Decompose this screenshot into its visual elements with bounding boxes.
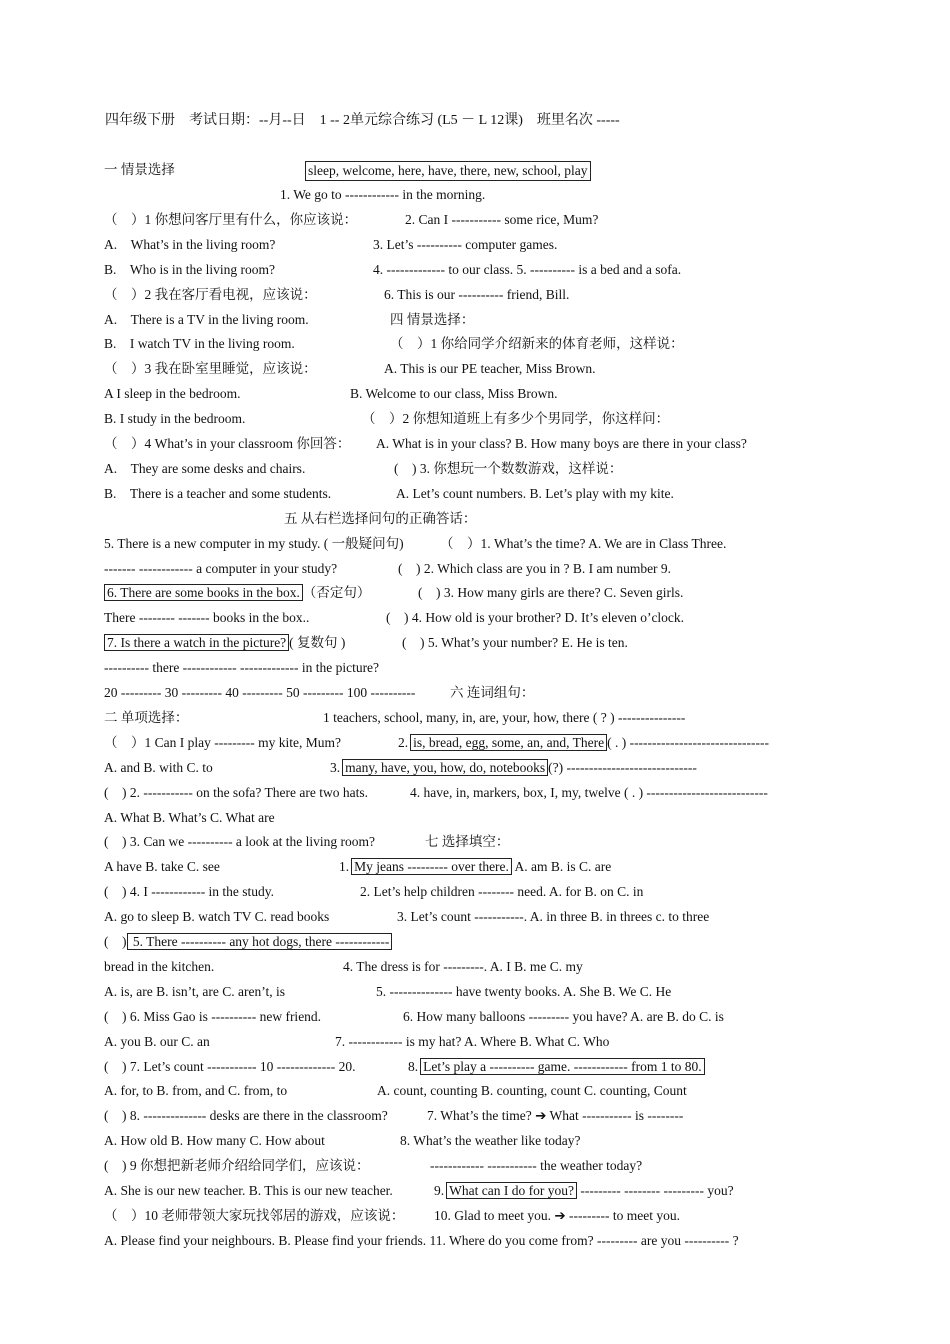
- question-text: A. What is in your class? B. How many boys are there in your class?: [376, 436, 747, 451]
- question-text: ( ) 2. ----------- on the sofa? There are two hats.: [104, 784, 369, 800]
- question-line-left: [104, 385, 240, 403]
- question-line-right: [397, 908, 709, 926]
- question-text-extra: （否定句）: [302, 585, 371, 601]
- question-line-right: [280, 186, 485, 204]
- question-text: ( ) 5. What’s your number? E. He is ten.: [402, 635, 628, 651]
- question-line-right: [330, 759, 697, 777]
- question-text: 七 选择填空：: [425, 834, 510, 850]
- question-text: A. is, are B. isn’t, are C. aren’t, is: [104, 983, 285, 999]
- question-line-left: [104, 1157, 370, 1175]
- question-text: 4. The dress is for ---------. A. I B. me C. my: [343, 958, 583, 974]
- question-line-right: [403, 1008, 724, 1026]
- word-bank-box: sleep, welcome, here, have, there, new, school, play: [305, 161, 591, 181]
- question-line-left: [104, 709, 188, 727]
- question-line-right: [360, 883, 643, 901]
- question-line-right: [425, 833, 509, 851]
- question-text: 5. There is a new computer in my study. ( 一般疑问句): [104, 535, 404, 551]
- question-text: 3. Let’s count -----------. A. in three B. in threes c. to three: [397, 909, 710, 925]
- question-line-left: [104, 1182, 393, 1200]
- question-line-left: [104, 684, 415, 702]
- question-text: ------- ------------ a computer in your study?: [104, 560, 338, 576]
- question-text: （ ）2 你想知道班上有多少个男同学，你这样问：: [362, 411, 670, 427]
- question-line-right: [343, 958, 583, 976]
- question-text: A. Please find your neighbours. B. Please find your friends. 11. Where do you come from? --------- are you ---------- ?: [104, 1232, 739, 1248]
- question-line-left: [104, 211, 357, 229]
- question-line-left: [104, 335, 295, 353]
- question-text-tail: A. am B. is C. are: [511, 859, 612, 875]
- question-text: 4. ------------- to our class. 5. ---------- is a bed and a sofa.: [373, 261, 682, 277]
- question-line-right: [390, 311, 474, 329]
- question-line-right: [373, 236, 557, 254]
- question-line-right: [408, 1058, 705, 1076]
- question-line-right: [362, 410, 669, 428]
- question-line-left: [104, 759, 213, 777]
- question-text: B. Who is in the living room?: [104, 261, 275, 277]
- question-text: 1 teachers, school, many, in, are, your, how, there ( ? ) ---------------: [323, 709, 686, 725]
- question-line-left: [104, 983, 285, 1001]
- question-line-right: [350, 385, 558, 403]
- question-line-right: [396, 485, 674, 503]
- question-line-left: [104, 1008, 321, 1026]
- question-line-left: [104, 584, 370, 602]
- question-text: ( ) 6. Miss Gao is ---------- new friend.: [104, 1008, 322, 1024]
- question-text: ( ) 3. How many girls are there? C. Seven girls.: [418, 585, 684, 601]
- question-line-left: [104, 1207, 404, 1225]
- question-text: 2. Can I ----------- some rice, Mum?: [405, 211, 599, 227]
- question-text: ( ) 4. How old is your brother? D. It’s eleven o’clock.: [386, 610, 685, 626]
- question-text: （ ）4 What’s in your classroom 你回答：: [104, 436, 351, 451]
- question-line-left: [104, 460, 305, 478]
- question-line-left: [104, 560, 337, 578]
- boxed-prompt: many, have, you, how, do, notebooks: [342, 759, 548, 776]
- question-text: 7. Is there a watch in the picture?: [104, 634, 289, 651]
- question-line-left: [104, 485, 331, 503]
- question-line-right: [398, 734, 769, 752]
- question-line-left: [104, 908, 329, 926]
- question-line-left: [104, 1033, 210, 1051]
- question-line-right: [430, 1157, 642, 1175]
- question-line-right: [405, 211, 598, 229]
- question-text: A have B. take C. see: [104, 859, 220, 875]
- question-line-right: [400, 1132, 580, 1150]
- question-line-right: [410, 784, 768, 802]
- question-text-extra: 5. There ---------- any hot dogs, there ------------: [127, 933, 393, 950]
- question-text: A. go to sleep B. watch TV C. read books: [104, 909, 330, 925]
- question-line-right: [335, 1033, 609, 1051]
- question-text: 7. ------------ is my hat? A. Where B. What C. Who: [335, 1033, 610, 1049]
- question-text: 8. What’s the weather like today?: [400, 1133, 581, 1149]
- question-text: There -------- ------- books in the box..: [104, 610, 310, 626]
- question-text: 四 情景选择：: [390, 311, 475, 327]
- question-text: A. She is our new teacher. B. This is our new teacher.: [104, 1183, 393, 1198]
- question-line-left: [104, 833, 375, 851]
- boxed-prompt: What can I do for you?: [446, 1182, 577, 1199]
- question-text: 6. This is our ---------- friend, Bill.: [384, 286, 570, 302]
- question-text: （ ）1 你想问客厅里有什么，你应该说：: [104, 211, 358, 227]
- question-text: B. Welcome to our class, Miss Brown.: [350, 386, 558, 402]
- question-line-left: [104, 435, 350, 453]
- question-line-left: [104, 286, 317, 304]
- question-text: 6. There are some books in the box.: [104, 584, 303, 601]
- question-line-left: [104, 1232, 739, 1250]
- question-text: 1. We go to ------------ in the morning.: [280, 187, 486, 202]
- question-line-right: [384, 286, 569, 304]
- question-line-right: [339, 858, 611, 876]
- question-line-left: [104, 261, 275, 279]
- question-text: A. Let’s count numbers. B. Let’s play with my kite.: [396, 485, 674, 501]
- question-line-right: [376, 435, 747, 453]
- question-text: A. for, to B. from, and C. from, to: [104, 1083, 288, 1099]
- question-text: A. you B. our C. an: [104, 1033, 210, 1049]
- question-line-right: [440, 535, 726, 553]
- question-line-left: [104, 311, 309, 329]
- question-text: B. There is a teacher and some students.: [104, 485, 332, 501]
- question-text: 1.: [339, 859, 350, 875]
- question-line-left: [104, 535, 404, 553]
- question-text: ( ): [104, 934, 127, 949]
- question-line-right: [434, 1207, 680, 1225]
- question-line-left: [104, 933, 392, 951]
- question-line-right: [450, 684, 534, 702]
- boxed-prompt: is, bread, egg, some, an, and, There: [410, 734, 607, 751]
- question-text: ( ) 2. Which class are you in ? B. I am number 9.: [398, 560, 672, 576]
- question-line-right: [434, 1182, 734, 1200]
- question-text: 五 从右栏选择问句的正确答话：: [284, 510, 477, 526]
- question-line-left: [104, 734, 341, 752]
- question-text: 7. What’s the time? ➔ What ----------- is --------: [427, 1108, 684, 1124]
- question-line-left: [104, 236, 275, 254]
- question-line-left: [104, 609, 309, 627]
- question-line-left: [104, 958, 214, 976]
- header-line: 四年级下册 考试日期：--月--日 1 -- 2单元综合练习 (L5 － L 12课) 班里名次 -----: [105, 113, 620, 128]
- question-line-left: [104, 858, 220, 876]
- question-text: 8.: [408, 1058, 419, 1074]
- question-text: A. There is a TV in the living room.: [104, 311, 309, 327]
- question-text: B. I watch TV in the living room.: [104, 336, 295, 352]
- question-text-tail: ( . ) -------------------------------: [607, 734, 769, 750]
- question-line-right: [394, 460, 622, 478]
- question-line-right: [427, 1107, 683, 1125]
- question-text: A. How old B. How many C. How about: [104, 1133, 325, 1149]
- question-text: 六 连词组句：: [450, 685, 535, 700]
- question-text: 6. How many balloons --------- you have? A. are B. do C. is: [403, 1008, 724, 1024]
- question-text: ( ) 7. Let’s count ----------- 10 ------------- 20.: [104, 1058, 356, 1074]
- question-line-right: [384, 360, 595, 378]
- question-line-left: [104, 809, 275, 827]
- question-text: 5. -------------- have twenty books. A. She B. We C. He: [376, 983, 672, 999]
- question-text: ---------- there ------------ ------------- in the picture?: [104, 660, 380, 676]
- question-text: ( ) 4. I ------------ in the study.: [104, 884, 275, 900]
- question-text: A. What’s in the living room?: [104, 236, 276, 252]
- question-text: （ ）2 我在客厅看电视，应该说：: [104, 286, 317, 302]
- question-line-right: [377, 1082, 687, 1100]
- question-line-right: [402, 634, 628, 652]
- question-text: ( ) 9 你想把新老师介绍给同学们，应该说：: [104, 1158, 370, 1174]
- question-line-right: [398, 560, 671, 578]
- question-text-tail: (?) -----------------------------: [548, 759, 697, 775]
- question-text: （ ）3 我在卧室里睡觉，应该说：: [104, 361, 317, 377]
- question-line-left: [104, 410, 245, 428]
- question-line-left: [104, 1132, 325, 1150]
- question-line-left: [104, 1082, 287, 1100]
- question-line-left: [104, 360, 317, 378]
- question-text: 9.: [434, 1183, 445, 1198]
- question-text: bread in the kitchen.: [104, 958, 215, 974]
- question-text: （ ）1. What’s the time? A. We are in Class Three.: [440, 535, 727, 551]
- question-text: A I sleep in the bedroom.: [104, 386, 241, 402]
- question-text: ------------ ----------- the weather today?: [430, 1158, 643, 1174]
- boxed-prompt: My jeans --------- over there.: [351, 858, 512, 875]
- question-text: 10. Glad to meet you. ➔ --------- to meet you.: [434, 1207, 680, 1223]
- question-text: ( ) 8. -------------- desks are there in the classroom?: [104, 1108, 388, 1124]
- question-line-right: [386, 609, 684, 627]
- section-title-situational: 一 情景选择: [104, 162, 175, 177]
- question-line-left: [104, 883, 274, 901]
- question-line-left: [104, 784, 368, 802]
- boxed-prompt: Let’s play a ---------- game. ------------ from 1 to 80.: [420, 1058, 704, 1075]
- question-text: ( ) 3. Can we ---------- a look at the living room?: [104, 834, 376, 850]
- question-line-right: [390, 335, 684, 353]
- question-text: （ ）1 你给同学介绍新来的体育老师，这样说：: [390, 336, 684, 352]
- question-text: ( ) 3. 你想玩一个数数游戏，这样说：: [394, 460, 623, 476]
- question-text-extra: ( 复数句 ): [289, 635, 346, 651]
- question-line-right: [376, 983, 671, 1001]
- question-text: 3.: [330, 759, 341, 775]
- question-text: 3. Let’s ---------- computer games.: [373, 236, 558, 252]
- question-line-left: [104, 1058, 356, 1076]
- question-line-left: [104, 659, 379, 677]
- question-text: A. What B. What’s C. What are: [104, 809, 275, 825]
- question-line-right: [418, 584, 683, 602]
- question-text: 20 --------- 30 --------- 40 --------- 50 --------- 100 ----------: [104, 685, 416, 700]
- question-line-right: [373, 261, 681, 279]
- question-text: A. count, counting B. counting, count C. counting, Count: [377, 1083, 687, 1099]
- question-text: 2.: [398, 734, 409, 750]
- question-line-right: [323, 709, 685, 727]
- question-text: （ ）10 老师带领大家玩找邻居的游戏，应该说：: [104, 1207, 405, 1223]
- question-text: 二 单项选择：: [104, 709, 189, 725]
- question-text: 4. have, in, markers, box, I, my, twelve ( . ) ---------------------------: [410, 784, 768, 800]
- question-text: A. This is our PE teacher, Miss Brown.: [384, 361, 596, 377]
- question-text-tail: --------- -------- --------- you?: [576, 1183, 734, 1198]
- question-text: B. I study in the bedroom.: [104, 411, 246, 427]
- question-text: （ ）1 Can I play --------- my kite, Mum?: [104, 734, 341, 750]
- question-line-left: [104, 1107, 388, 1125]
- question-line-right: [284, 510, 476, 528]
- question-text: A. and B. with C. to: [104, 759, 213, 775]
- question-text: A. They are some desks and chairs.: [104, 460, 306, 476]
- question-text: 2. Let’s help children -------- need. A. for B. on C. in: [360, 884, 644, 900]
- question-line-left: [104, 634, 345, 652]
